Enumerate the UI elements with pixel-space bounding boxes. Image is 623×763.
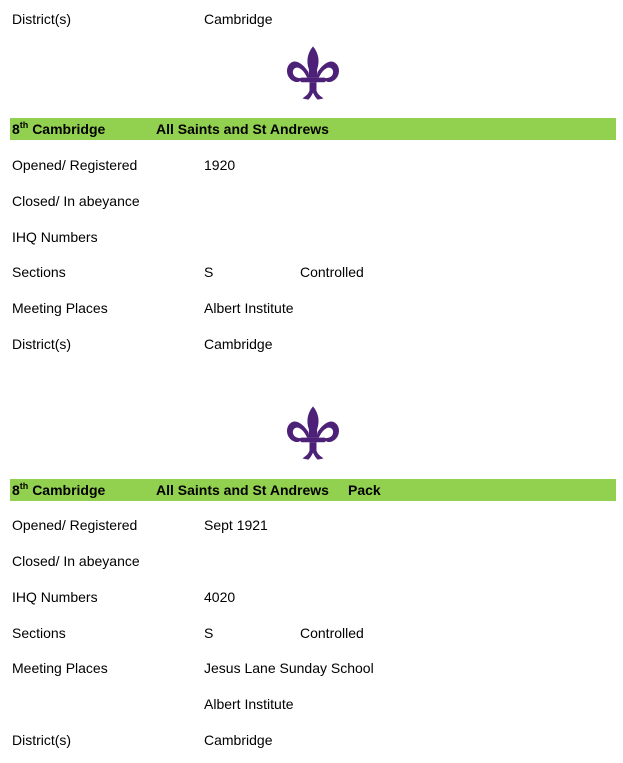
district-value: Cambridge [204,11,273,27]
group-name: All Saints and St Andrews [156,482,329,498]
meeting-place: Albert Institute [204,696,294,712]
closed-label: Closed/ In abeyance [12,553,140,569]
group-number: 8th Cambridge [12,120,106,137]
opened-value: 1920 [204,157,236,173]
sections-status: Controlled [300,264,364,280]
fleur-de-lis-icon [284,404,342,462]
district-label: District(s) [12,336,72,352]
meeting-place: Jesus Lane Sunday School [204,660,374,676]
opened-value: Sept 1921 [204,517,268,533]
ihq-label: IHQ Numbers [12,589,98,605]
sections-value: S [204,264,214,280]
meeting-place: Albert Institute [204,300,294,316]
district-value: Cambridge [204,732,273,748]
closed-label: Closed/ In abeyance [12,193,140,209]
group-banner [10,479,616,501]
meeting-label: Meeting Places [12,660,108,676]
ihq-value: 4020 [204,589,236,605]
district-label: District(s) [12,11,72,27]
district-value: Cambridge [204,336,273,352]
group-banner [10,118,616,140]
sections-value: S [204,625,214,641]
group-number: 8th Cambridge [12,481,106,498]
sections-status: Controlled [300,625,364,641]
sections-label: Sections [12,625,66,641]
district-label: District(s) [12,732,72,748]
opened-label: Opened/ Registered [12,157,138,173]
meeting-label: Meeting Places [12,300,108,316]
fleur-de-lis-icon [284,44,342,102]
sections-label: Sections [12,264,66,280]
opened-label: Opened/ Registered [12,517,138,533]
group-name: All Saints and St Andrews [156,121,329,137]
ihq-label: IHQ Numbers [12,229,98,245]
group-section: Pack [348,482,381,498]
